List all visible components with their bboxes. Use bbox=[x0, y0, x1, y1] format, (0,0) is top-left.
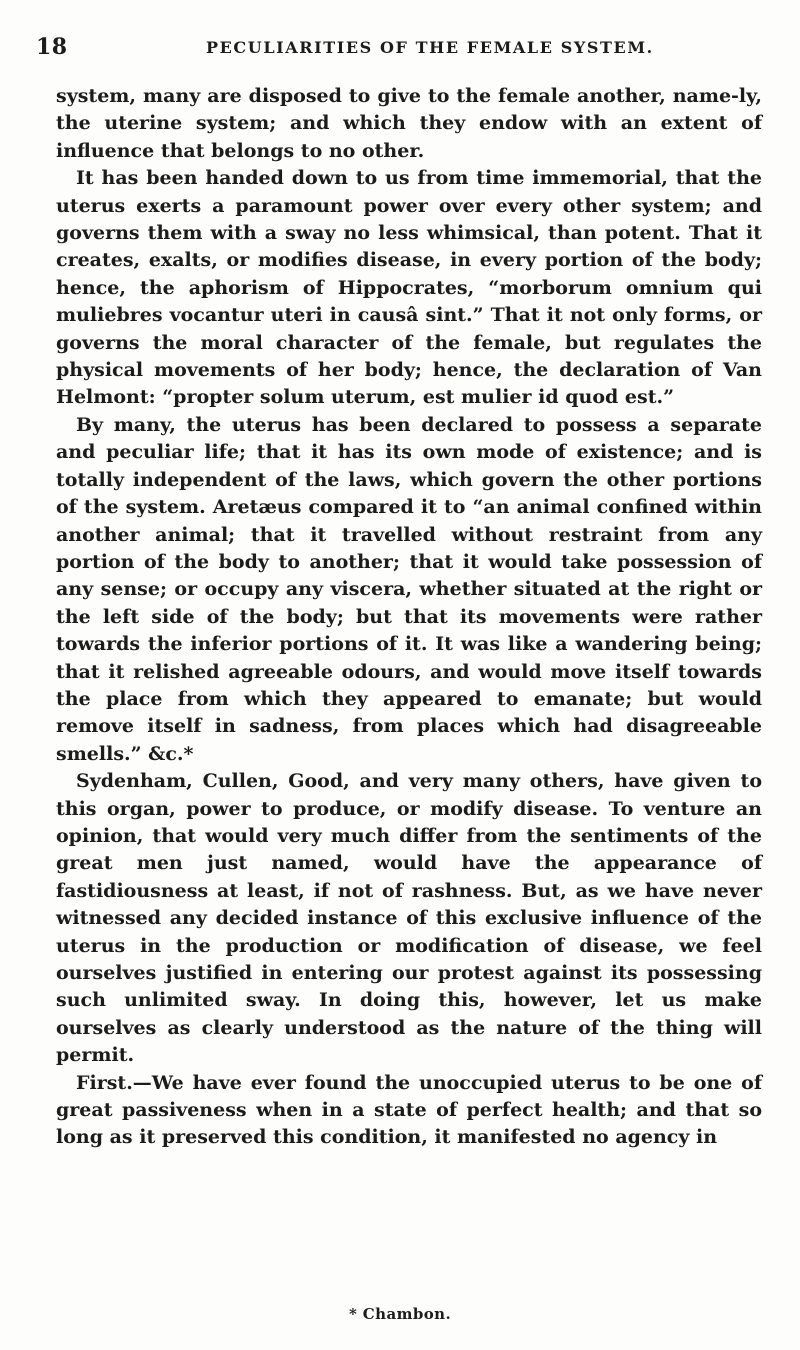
running-title: PECULIARITIES OF THE FEMALE SYSTEM. bbox=[206, 38, 654, 57]
paragraph: First.—We have ever found the unoccupied uterus to be one of great passiveness when in a state of perfect health; and that so long as it preserved this condition, it manifested no agency in bbox=[56, 1071, 762, 1149]
footnote: * Chambon. bbox=[348, 1305, 452, 1323]
running-head bbox=[26, 34, 774, 58]
paragraph: By many, the uterus has been declared to possess a separate and peculiar life; that it has its own mode of existence; and is totally independent of the laws, which govern the other portions of the system. Aretæus compared it to “an animal confined within another animal; that it travelled without restraint from any portion of the body to another; that it would take possession of any sense; or occupy any viscera, whether situated at the right or the left side of the body; but that its movements were rather towards the inferior portions of it. It was like a wandering being; that it relished agreeable odours, and would move itself towards the place from which they appeared to emanate; but would remove itself in sadness, from places which had disagreeable smells.” &c.* bbox=[56, 413, 762, 765]
page-number: 18 bbox=[36, 34, 68, 60]
body-text bbox=[56, 83, 762, 1152]
paragraph: It has been handed down to us from time immemorial, that the uterus exerts a paramount power over every other system; and governs them with a sway no less whimsical, than potent. That it creates, exalts, or modifies disease, in every portion of the body; hence, the aphorism of Hippocrates, “morborum omnium qui muliebres vocantur uteri in causâ sint.” That it not only forms, or governs the moral character of the female, but regulates the physical movements of her body; hence, the declaration of Van Helmont: “propter solum uterum, est mulier id quod est.” bbox=[56, 167, 762, 409]
paragraph: Sydenham, Cullen, Good, and very many others, have given to this organ, power to produce, or modify disease. To venture an opinion, that would very much differ from the sentiments of the great men just named, would have the appearance of fastidiousness at least, if not of rashness. But, as we have never witnessed any decided instance of this exclusive influence of the uterus in the production or modification of disease, we feel ourselves justified in entering our protest against its possessing such unlimited sway. In doing this, however, let us make ourselves as clearly understood as the nature of the thing will permit. bbox=[56, 770, 762, 1067]
paragraph: system, many are disposed to give to the female another, name-ly, the uterine system; and which they endow with an extent of influence that belongs to no other. bbox=[56, 85, 762, 162]
